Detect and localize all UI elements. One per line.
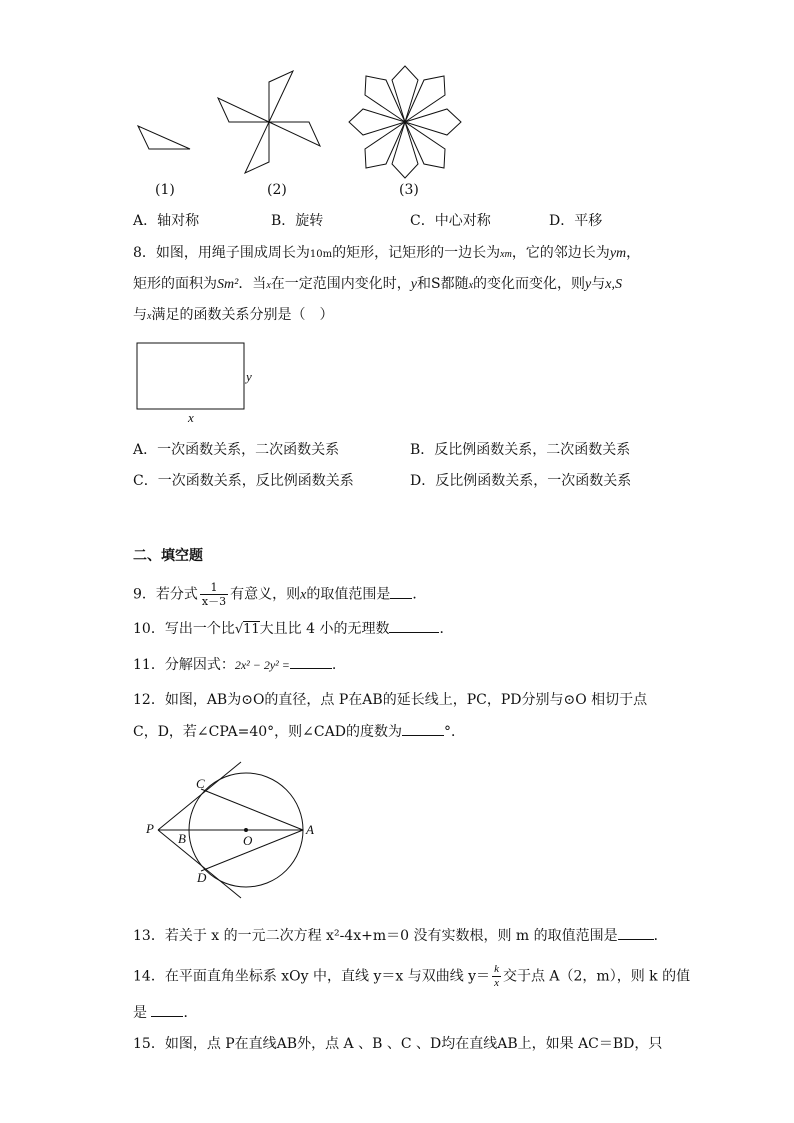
q12-line-2: C，D，若∠CPA=40°，则∠CAD的度数为 °． [133, 721, 465, 742]
q8-line-2: 矩形的面积为Sm²．当x在一定范围内变化时，y和S都随x的变化而变化，则y与x,S [133, 276, 622, 292]
q15-line-1: 15．如图，点 P在直线AB外，点 A 、B 、C 、D均在直线AB上，如果 AC＝BD，只 [133, 1036, 663, 1052]
figure-3-caption: (3) [399, 182, 419, 198]
q9-fraction: $\frac{1}{x-3}$ [201, 581, 227, 608]
q14-line-2: 是 ． [133, 1002, 197, 1023]
label-a: A [306, 822, 314, 837]
q14-line-1: 14．在平面直角坐标系 xOy 中，直线 y＝x 与双曲线 y＝ $\frac{k}{x}$ 交于点 A（2，m），则 k 的值 [133, 963, 691, 989]
q8-option-d[interactable]: D．反比例函数关系，一次函数关系 [410, 473, 632, 489]
q13-line: 13．若关于 x 的一元二次方程 x²-4x+m＝0 没有实数根，则 m 的取值范围是 ． [133, 925, 668, 946]
q8-option-b[interactable]: B．反比例函数关系，二次函数关系 [410, 442, 631, 458]
q8-line-1: 8．如图，用绳子围成周长为10m的矩形，记矩形的一边长为xm，它的邻边长为ym， [133, 245, 641, 261]
figure-1-caption: (1) [155, 182, 175, 198]
label-o: O [243, 833, 253, 848]
section-title: 二、填空题 [133, 548, 203, 564]
label-b: B [178, 831, 186, 846]
q7-option-c[interactable]: C．中心对称 [410, 213, 491, 229]
rect-label-y: y [246, 369, 252, 384]
label-c: C [196, 776, 205, 791]
q9-line: 9．若分式 $\frac{1}{x-3}$ 有意义，则x的取值范围是 ． [133, 581, 427, 608]
q8-line-3: 与x满足的函数关系分别是（ ） [133, 307, 334, 323]
q14-answer-blank[interactable] [151, 1002, 183, 1017]
rect-label-x: x [188, 410, 194, 425]
q8-option-c[interactable]: C．一次函数关系，反比例函数关系 [133, 473, 354, 489]
label-p: P [146, 821, 154, 836]
q13-answer-blank[interactable] [618, 925, 654, 940]
q7-option-a[interactable]: A．轴对称 [133, 213, 200, 229]
label-d: D [197, 870, 207, 885]
figure-2-caption: (2) [267, 182, 287, 198]
q12-line-1: 12．如图，AB为⊙O的直径，点 P在AB的延长线上，PC，PD分别与⊙O 相切于点 [133, 692, 648, 708]
q11-line: 11．分解因式：2x² − 2y² = . [133, 654, 336, 675]
q14-fraction: $\frac{k}{x}$ [494, 963, 499, 989]
q7-option-d[interactable]: D．平移 [549, 213, 603, 229]
q7-option-b[interactable]: B．旋转 [271, 213, 324, 229]
q10-line: 10．写出一个比√11大且比 4 小的无理数 ． [133, 618, 453, 640]
q8-option-a[interactable]: A．一次函数关系，二次函数关系 [133, 442, 340, 458]
